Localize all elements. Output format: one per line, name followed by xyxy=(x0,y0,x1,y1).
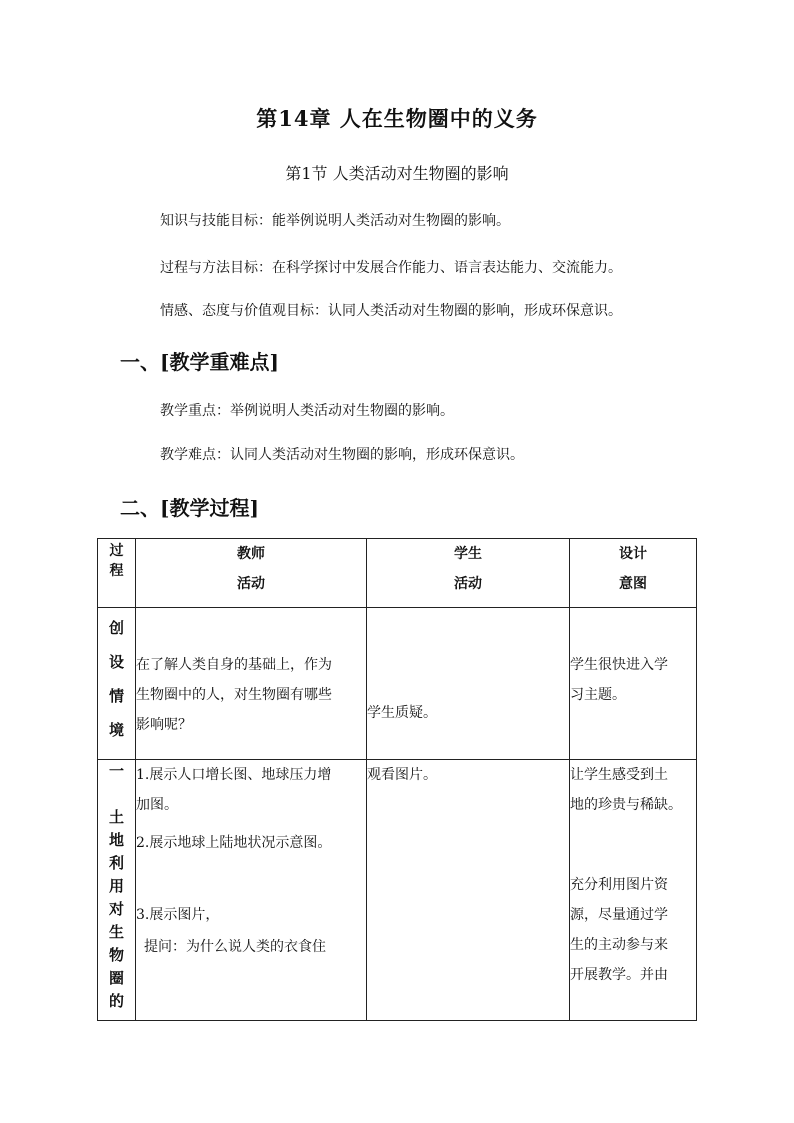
design-intent-cell: 让学生感受到土 地的珍贵与稀缺。 充分利用图片资 源，尽量通过学 生的主动参与来 开展教学。并由 xyxy=(570,760,697,1021)
section-title: 第1节 人类活动对生物圈的影响 xyxy=(285,164,509,183)
header-student-activity: 学生 活动 xyxy=(367,539,570,608)
heading-key-points: 一、[教学重难点] xyxy=(120,350,279,374)
header-process: 过 程 xyxy=(98,539,136,608)
header-teacher-activity: 教师 活动 xyxy=(136,539,367,608)
design-intent-cell: 学生很快进入学 习主题。 xyxy=(570,608,697,760)
objective-process: 过程与方法目标：在科学探讨中发展合作能力、语言表达能力、交流能力。 xyxy=(160,260,622,276)
stage-create-scenario: 创 设 情 境 xyxy=(98,608,136,760)
header-design-intent: 设计 意图 xyxy=(570,539,697,608)
teacher-activity-cell: 1.展示人口增长图、地球压力增 加图。 2.展示地球上陆地状况示意图。 3.展示图片， 提问：为什么说人类的衣食住 xyxy=(136,760,367,1021)
table-row xyxy=(98,608,697,760)
heading-process: 二、[教学过程] xyxy=(120,496,259,520)
table-row xyxy=(98,760,697,1021)
student-activity-cell: 学生质疑。 xyxy=(367,608,570,760)
key-point-difficulty: 教学难点：认同人类活动对生物圈的影响，形成环保意识。 xyxy=(160,447,524,463)
key-point-focus: 教学重点：举例说明人类活动对生物圈的影响。 xyxy=(160,403,454,419)
student-activity-cell: 观看图片。 xyxy=(367,760,570,1021)
objective-knowledge: 知识与技能目标：能举例说明人类活动对生物圈的影响。 xyxy=(160,213,510,229)
objective-attitude: 情感、态度与价值观目标：认同人类活动对生物圈的影响，形成环保意识。 xyxy=(160,303,622,319)
table-header-row xyxy=(98,539,697,608)
teaching-process-table xyxy=(97,538,697,1021)
chapter-title: 第14章 人在生物圈中的义务 xyxy=(256,106,538,131)
stage-land-use: 一 土 地 利 用 对 生 物 圈 的 xyxy=(98,760,136,1021)
teacher-activity-cell: 在了解人类自身的基础上，作为 生物圈中的人，对生物圈有哪些 影响呢？ xyxy=(136,608,367,760)
